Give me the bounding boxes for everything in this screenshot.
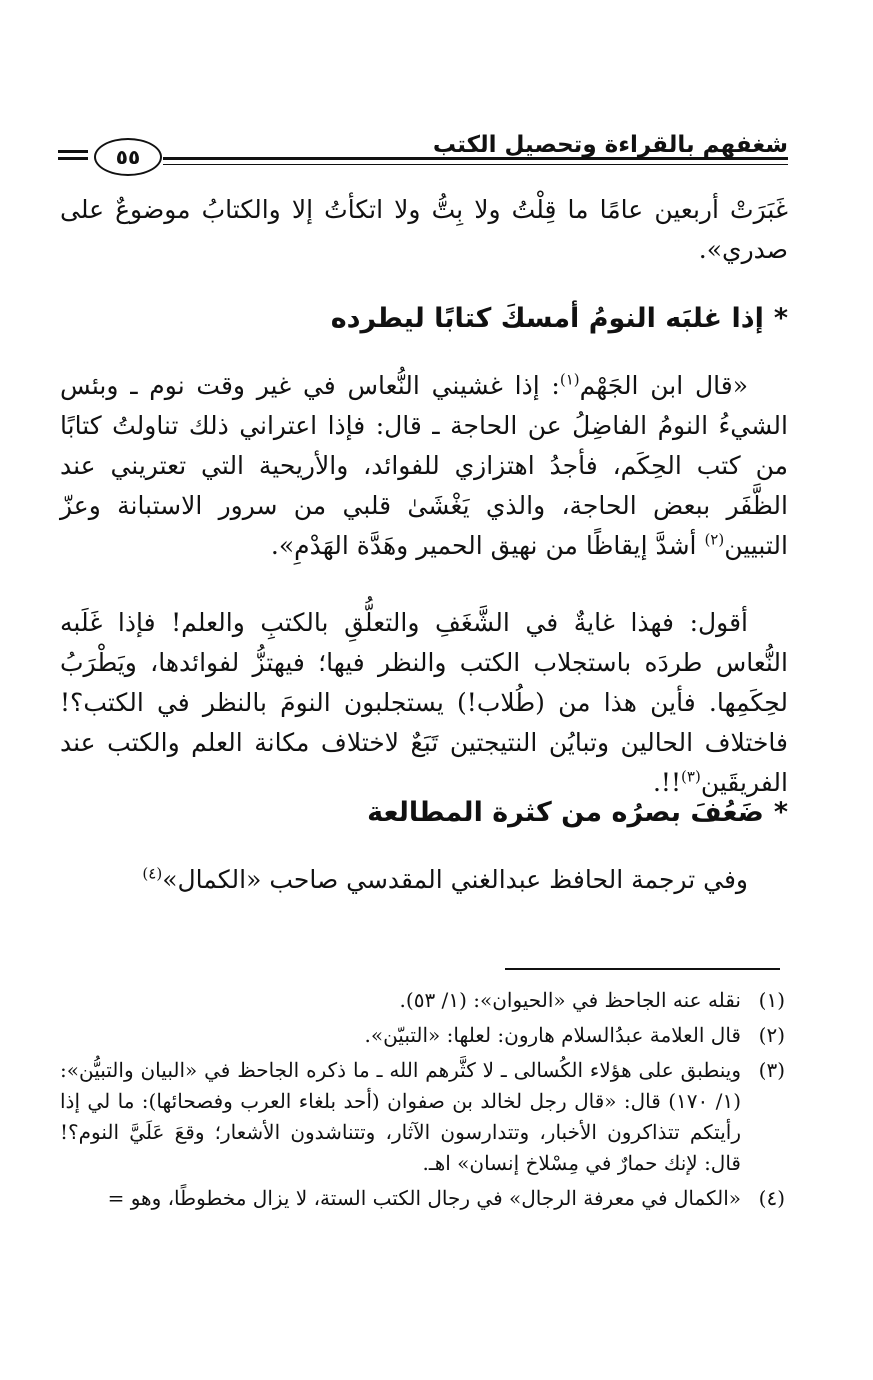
running-title: شغفهم بالقراءة وتحصيل الكتب <box>432 132 788 158</box>
heading-text: إذا غلبَه النومُ أمسكَ كتابًا ليطرده <box>330 303 764 334</box>
footnote-text: نقله عنه الجاحظ في «الحيوان»: (١/ ٥٣). <box>399 988 741 1012</box>
footnote-number: (١) <box>758 988 785 1012</box>
footnote-ref-1[interactable]: (١) <box>559 370 580 389</box>
footnote-item <box>60 985 785 1016</box>
page-number-oval <box>94 138 162 176</box>
footnote-item <box>60 1020 785 1051</box>
footnote-text: وينطبق على هؤلاء الكُسالى ـ لا كثَّرهم الله ـ ما ذكره الجاحظ في «البيان والتبيُّن»: (١/ ١٧٠) قال: «قال رجل لخالد بن صفوان (أحد بلغاء العرب وفصحائها): ما لي إذا رأيتكم تتذاكرون الأخبار، وتتدارسون الآثار، وتتناشدون الأشعار؛ وقعَ عَلَيَّ النوم؟! قال: لإنك حمارٌ في مِسْلاخ إنسان» اهـ. <box>60 1058 741 1175</box>
footnote-number: (٤) <box>758 1186 785 1210</box>
footnote-separator <box>505 968 780 970</box>
footnote-ref-4[interactable]: (٤) <box>142 864 163 883</box>
footnote-text: «الكمال في معرفة الرجال» في رجال الكتب الستة، لا يزال مخطوطًا، وهو = <box>107 1186 741 1210</box>
footnote-item <box>60 1055 785 1179</box>
header-rule-thin <box>163 164 788 165</box>
footnote-number: (٢) <box>758 1023 785 1047</box>
quote-text-3: أشدَّ إيقاظًا من نهيق الحمير وهَدَّة الهَدْمِ». <box>270 531 705 560</box>
comment-text-2: !!. <box>652 768 682 797</box>
footnote-ref-2[interactable]: (٢) <box>704 530 725 549</box>
paragraph-quote-continuation: غَبَرَتْ أربعين عامًا ما قِلْتُ ولا بِتُّ ولا اتكأتُ إلا والكتابُ موضوعٌ على صدري». <box>60 195 788 264</box>
page-header <box>58 128 788 176</box>
footnote-ref-3[interactable]: (٣) <box>681 767 701 786</box>
section-heading-sleep <box>60 303 788 334</box>
page-number: ٥٥ <box>115 145 141 169</box>
paragraph-author-comment <box>60 603 788 803</box>
section-heading-eyesight <box>60 797 788 828</box>
heading-star: * <box>773 797 788 828</box>
paragraph-ibn-aljahm-quote <box>60 366 788 566</box>
footnotes <box>60 985 785 1218</box>
header-rule-thick <box>163 157 788 160</box>
comment-text-1: أقول: فهذا غايةٌ في الشَّغَفِ والتعلُّقِ بالكتبِ والعلم! فإذا غَلَبه النُّعاس طردَه باستجلاب الكتب والنظر فيها؛ فيهتزُّ لفوائدها، ويَطْرَبُ لحِكَمِها. فأين هذا من (طُلاب!) يستجلبون النومَ بالنظر في الكتب؟! فاختلاف الحالين وتبايُن النتيجتين تَبَعٌ لاختلاف مكانة العلم والكتب عند الفريقَين <box>60 608 788 797</box>
header-dash-ornament <box>58 150 88 164</box>
quote-text-1: «قال ابن الجَهْم <box>579 371 749 400</box>
footnote-text: قال العلامة عبدُالسلام هارون: لعلها: «التبيّن». <box>364 1023 741 1047</box>
footnote-item <box>60 1183 785 1214</box>
footnote-number: (٣) <box>758 1058 785 1082</box>
quote-text-2: : إذا غشيني النُّعاس في غير وقت نوم ـ وبئس الشيءُ النومُ الفاضِلُ عن الحاجة ـ قال: فإذا اعتراني ذلك تناولتُ كتابًا من كتب الحِكَم، فأجدُ اهتزازي للفوائد، والأريحية التي تعتريني عند الظَّفَر ببعض الحاجة، والذي يَغْشَىٰ قلبي من سرور الاستبانة وعزّ التبيين <box>60 371 788 560</box>
last-text-1: وفي ترجمة الحافظ عبدالغني المقدسي صاحب «الكمال» <box>162 865 748 894</box>
heading-text: ضَعُفَ بصرُه من كثرة المطالعة <box>367 797 764 828</box>
paragraph-abdulghani <box>60 860 788 900</box>
heading-star: * <box>773 303 788 334</box>
